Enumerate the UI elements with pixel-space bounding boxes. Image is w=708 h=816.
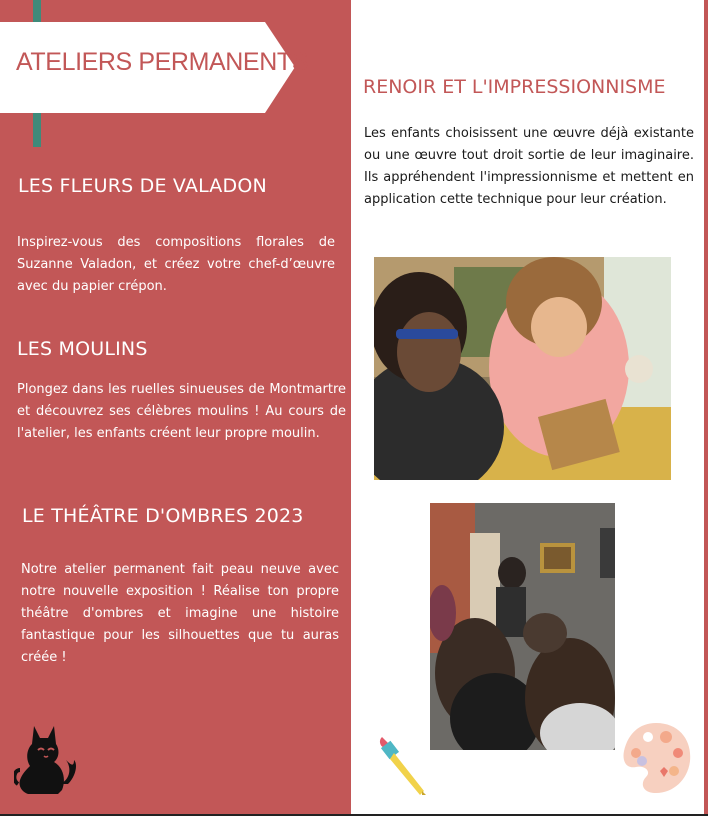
- section-text-theatre: Notre atelier permanent fait peau neuve avec notre nouvelle exposition ! Réalise ton propre théâtre d'ombres et imagine une histoire fantastique pour les silhouettes que tu auras créée !: [21, 562, 339, 665]
- section-title-moulins: LES MOULINS: [17, 338, 148, 360]
- section-title-fleurs: LES FLEURS DE VALADON: [18, 175, 267, 197]
- palette-icon: [622, 721, 692, 795]
- section-title-theatre: LE THÉÂTRE D'OMBRES 2023: [22, 505, 304, 527]
- page-title: ATELIERS PERMANENTS: [16, 48, 308, 76]
- photo-museum-visit: [430, 503, 615, 750]
- section-text-moulins: Plongez dans les ruelles sinueuses de Montmartre et découvrez ses célèbres moulins ! Au cours de l'atelier, les enfants créent leur propre moulin.: [17, 382, 346, 441]
- cat-silhouette-icon: [14, 720, 80, 796]
- decorative-bar-top: [33, 0, 41, 22]
- right-edge-border: [704, 0, 708, 816]
- decorative-bar-bottom: [33, 113, 41, 147]
- section-title-renoir: RENOIR ET L'IMPRESSIONNISME: [363, 76, 666, 98]
- section-text-fleurs: Inspirez-vous des compositions florales de Suzanne Valadon, et créez votre chef-d’œuvre avec du papier crépon.: [17, 235, 335, 294]
- paintbrush-icon: [376, 733, 430, 797]
- photo-children-painting: [374, 257, 671, 480]
- section-text-renoir: Les enfants choisissent une œuvre déjà existante ou une œuvre tout droit sortie de leur imaginaire. Ils appréhendent l'impressionnisme et mettent en application cette technique pour leur création.: [364, 126, 694, 207]
